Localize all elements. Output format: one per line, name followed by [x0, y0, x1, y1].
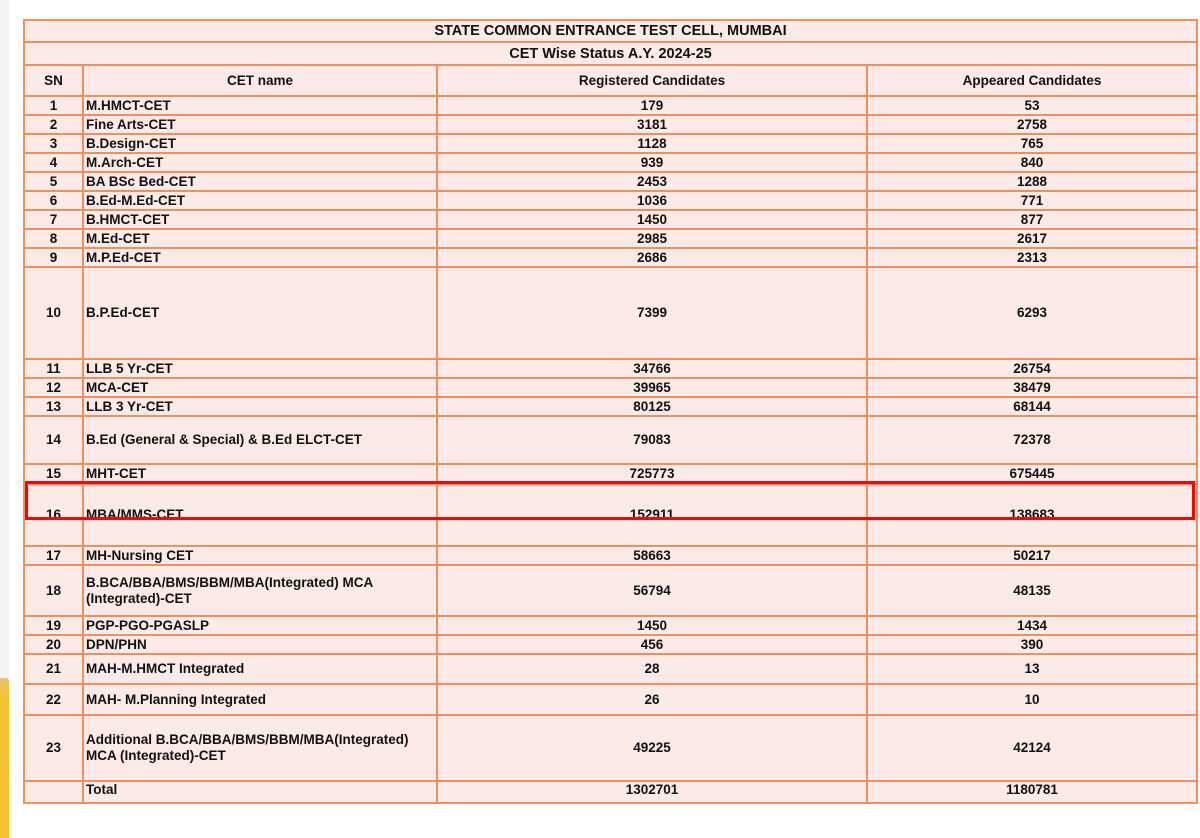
cell-sn: 16: [24, 484, 83, 546]
cell-appeared: 6293: [867, 267, 1197, 359]
cell-registered: 34766: [437, 359, 867, 378]
table-row: [24, 684, 1197, 715]
cell-sn: 22: [24, 684, 83, 715]
table-row: [24, 416, 1197, 464]
total-sn: [24, 781, 83, 803]
cell-registered: 3181: [437, 115, 867, 134]
table-row: [24, 565, 1197, 616]
cell-appeared: 765: [867, 134, 1197, 153]
cell-appeared: 2758: [867, 115, 1197, 134]
cell-name: B.Ed-M.Ed-CET: [83, 191, 437, 210]
cell-sn: 13: [24, 397, 83, 416]
header-appeared: Appeared Candidates: [867, 65, 1197, 96]
cell-name: B.Design-CET: [83, 134, 437, 153]
total-label: Total: [83, 781, 437, 803]
cell-name: Fine Arts-CET: [83, 115, 437, 134]
cell-appeared: 26754: [867, 359, 1197, 378]
table-row: [24, 546, 1197, 565]
cell-registered: 26: [437, 684, 867, 715]
cell-appeared: 38479: [867, 378, 1197, 397]
table-row: [24, 715, 1197, 781]
cell-sn: 11: [24, 359, 83, 378]
cell-appeared: 2313: [867, 248, 1197, 267]
table-row: [24, 248, 1197, 267]
cell-name: B.Ed (General & Special) & B.Ed ELCT-CET: [83, 416, 437, 464]
cell-appeared: 138683: [867, 484, 1197, 546]
cell-registered: 2453: [437, 172, 867, 191]
cell-name: B.HMCT-CET: [83, 210, 437, 229]
cell-sn: 9: [24, 248, 83, 267]
cell-sn: 7: [24, 210, 83, 229]
cell-sn: 8: [24, 229, 83, 248]
table-row: [24, 484, 1197, 546]
cell-name: M.P.Ed-CET: [83, 248, 437, 267]
header-sn: SN: [24, 65, 83, 96]
cell-registered: 1036: [437, 191, 867, 210]
cell-registered: 152911: [437, 484, 867, 546]
table-header-row: [24, 65, 1197, 96]
cell-registered: 456: [437, 635, 867, 654]
left-edge-decoration: [0, 678, 9, 838]
cell-appeared: 771: [867, 191, 1197, 210]
cell-sn: 10: [24, 267, 83, 359]
table-row: [24, 378, 1197, 397]
cell-sn: 6: [24, 191, 83, 210]
cell-registered: 56794: [437, 565, 867, 616]
cell-registered: 1450: [437, 210, 867, 229]
table-subtitle: CET Wise Status A.Y. 2024-25: [24, 42, 1197, 65]
cell-sn: 3: [24, 134, 83, 153]
cell-name: B.P.Ed-CET: [83, 267, 437, 359]
cell-sn: 2: [24, 115, 83, 134]
cell-sn: 20: [24, 635, 83, 654]
table-row: [24, 635, 1197, 654]
cell-registered: 2686: [437, 248, 867, 267]
table-row: [24, 229, 1197, 248]
cell-sn: 12: [24, 378, 83, 397]
header-cet-name: CET name: [83, 65, 437, 96]
cell-appeared: 50217: [867, 546, 1197, 565]
cell-appeared: 13: [867, 654, 1197, 684]
table-row: [24, 464, 1197, 484]
table-row: [24, 153, 1197, 172]
cell-registered: 939: [437, 153, 867, 172]
cell-registered: 179: [437, 96, 867, 115]
total-appeared: 1180781: [867, 781, 1197, 803]
cell-name: MH-Nursing CET: [83, 546, 437, 565]
cell-registered: 80125: [437, 397, 867, 416]
cell-sn: 21: [24, 654, 83, 684]
cell-name: LLB 5 Yr-CET: [83, 359, 437, 378]
cell-sn: 5: [24, 172, 83, 191]
table-title: STATE COMMON ENTRANCE TEST CELL, MUMBAI: [24, 20, 1197, 42]
table-row: [24, 191, 1197, 210]
table-row: [24, 267, 1197, 359]
cell-appeared: 877: [867, 210, 1197, 229]
cell-name: MBA/MMS-CET: [83, 484, 437, 546]
cell-sn: 17: [24, 546, 83, 565]
cell-registered: 58663: [437, 546, 867, 565]
cell-appeared: 68144: [867, 397, 1197, 416]
cell-appeared: 2617: [867, 229, 1197, 248]
total-row: [24, 781, 1197, 803]
table-row: [24, 616, 1197, 635]
cell-appeared: 48135: [867, 565, 1197, 616]
cell-registered: 49225: [437, 715, 867, 781]
cell-name: MAH- M.Planning Integrated: [83, 684, 437, 715]
cell-appeared: 840: [867, 153, 1197, 172]
header-registered: Registered Candidates: [437, 65, 867, 96]
cell-name: M.Ed-CET: [83, 229, 437, 248]
cell-registered: 725773: [437, 464, 867, 484]
table-row: [24, 210, 1197, 229]
cell-appeared: 1434: [867, 616, 1197, 635]
cell-appeared: 72378: [867, 416, 1197, 464]
cell-sn: 1: [24, 96, 83, 115]
cell-name: MAH-M.HMCT Integrated: [83, 654, 437, 684]
cell-registered: 7399: [437, 267, 867, 359]
cell-registered: 2985: [437, 229, 867, 248]
cell-appeared: 42124: [867, 715, 1197, 781]
table-row: [24, 172, 1197, 191]
cell-name: Additional B.BCA/BBA/BMS/BBM/MBA(Integrated) MCA (Integrated)-CET: [83, 715, 437, 781]
cell-registered: 1450: [437, 616, 867, 635]
cell-sn: 4: [24, 153, 83, 172]
cell-name: BA BSc Bed-CET: [83, 172, 437, 191]
table-row: [24, 115, 1197, 134]
cell-name: M.Arch-CET: [83, 153, 437, 172]
cell-name: B.BCA/BBA/BMS/BBM/MBA(Integrated) MCA (Integrated)-CET: [83, 565, 437, 616]
cell-registered: 28: [437, 654, 867, 684]
cell-name: PGP-PGO-PGASLP: [83, 616, 437, 635]
table-row: [24, 397, 1197, 416]
table-subtitle-row: [24, 42, 1197, 65]
cell-appeared: 10: [867, 684, 1197, 715]
cell-name: LLB 3 Yr-CET: [83, 397, 437, 416]
cell-name: MHT-CET: [83, 464, 437, 484]
cell-appeared: 1288: [867, 172, 1197, 191]
total-registered: 1302701: [437, 781, 867, 803]
table-row: [24, 359, 1197, 378]
table-row: [24, 654, 1197, 684]
cell-appeared: 390: [867, 635, 1197, 654]
cell-sn: 19: [24, 616, 83, 635]
table-row: [24, 96, 1197, 115]
table-row: [24, 134, 1197, 153]
cet-status-table: [23, 19, 1198, 804]
cell-appeared: 675445: [867, 464, 1197, 484]
cell-appeared: 53: [867, 96, 1197, 115]
cell-registered: 1128: [437, 134, 867, 153]
cell-sn: 23: [24, 715, 83, 781]
cell-name: DPN/PHN: [83, 635, 437, 654]
cell-registered: 79083: [437, 416, 867, 464]
cell-registered: 39965: [437, 378, 867, 397]
cell-name: M.HMCT-CET: [83, 96, 437, 115]
cell-sn: 14: [24, 416, 83, 464]
cell-sn: 15: [24, 464, 83, 484]
cell-name: MCA-CET: [83, 378, 437, 397]
table-title-row: [24, 20, 1197, 42]
cell-sn: 18: [24, 565, 83, 616]
